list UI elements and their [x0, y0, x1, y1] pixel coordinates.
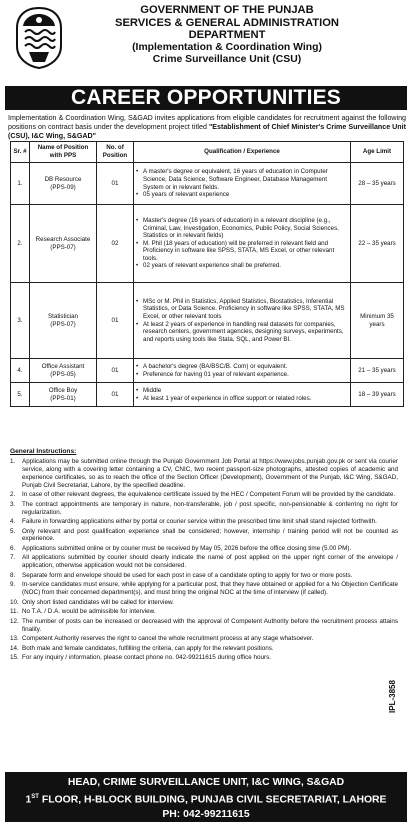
instruction-text: Both male and female candidates, fulfilling the criteria, can apply for the relevant positions.	[22, 644, 274, 652]
punjab-government-emblem-icon	[11, 6, 67, 70]
header-sr: Sr. #	[11, 142, 30, 163]
qualification-item: • At least 2 years of experience in handling real datasets for companies, research centers, government agencies, designing surveys, experiments, and reports using tools like Stata, SQL, and Power BI.	[136, 321, 348, 344]
list-item: 4. Failure in forwarding applications either by portal or courier service within the prescribed time limit shall stand rejected forthwith.	[10, 518, 377, 526]
footer-address	[5, 772, 407, 822]
list-item: 6. Applications submitted online or by courier must be received by May 05, 2026 before the office closing time (5.00 PM).	[10, 544, 352, 552]
header-government: GOVERNMENT OF THE PUNJAB	[140, 4, 314, 16]
instructions-list	[10, 458, 398, 662]
list-item: 1. Applications may be submitted online through the Punjab Government Job Portal at https://www.jobs.punjab.gov.pk or sent via courier service, along with a covering letter containing a CV, CNIC, two recent passport-size photographs, attested copies of academic and experience certificates, so as to reach the office of the Section Officer (Development), Government of the Punjab, I&C Wing, S&GAD, Punjab Civil Secretariat, Lahore, by the specified deadline.	[10, 457, 398, 489]
age-cell: 21 – 35 years	[351, 359, 404, 383]
list-item: 3. The contract appointments are temporary in nature, non-transferable, job / post specific, non-pensionable & conferring no right for regularization.	[10, 500, 398, 516]
footer-floor-suffix: ST	[31, 794, 39, 800]
header-department-line2: DEPARTMENT	[188, 29, 266, 41]
position-name: Office Boy	[48, 386, 78, 394]
no-cell: 01	[97, 163, 134, 205]
header-no-of-positions: No. of Position	[97, 142, 134, 163]
qualification-item: • A master's degree or equivalent, 16 years of education in Computer Science, Data Science, Software Engineer, Database Management System or in relevant fields.	[136, 168, 348, 191]
qualification-item: • Master's degree (16 years of education) in a relevant discipline (e.g., Criminal, Law, Investigation, Economics, Public Policy, Social Sciences, Statistics or in relevant fields)	[136, 217, 348, 240]
instruction-text: Only relevant and post qualification experience shall be considered; however, internship / training period will not be counted as experience.	[22, 527, 398, 543]
qualification-cell	[134, 205, 351, 283]
instruction-text: In case of other relevant degrees, the equivalence certificate issued by the HEC / Competent Forum will be provided by the candidate.	[22, 491, 396, 499]
qualification-item: • At least 1 year of experience in office support or related roles.	[136, 395, 348, 403]
table-row	[11, 163, 404, 205]
position-name: DB Resource	[44, 175, 82, 183]
sr-cell: 5.	[11, 383, 30, 407]
instruction-text: The contract appointments are temporary in nature, non-transferable, job / post specific, non-pensionable & conferring no right for regularization.	[22, 500, 398, 516]
list-item: 8. Separate form and envelope should be used for each post in case of a candidate opting to apply for two or more posts.	[10, 571, 353, 579]
position-cell	[30, 163, 97, 205]
list-item: 14. Both male and female candidates, fulfilling the criteria, can apply for the relevant positions.	[10, 644, 274, 652]
instructions-title: General Instructions:	[10, 448, 77, 455]
age-cell: 18 – 39 years	[351, 383, 404, 407]
position-name: Statistician	[48, 312, 78, 320]
header-age-limit: Age Limit	[351, 142, 404, 163]
career-opportunities-banner: CAREER OPPORTUNITIES	[5, 86, 407, 110]
position-pps: (PPS-07)	[50, 243, 76, 251]
footer-address-line	[5, 790, 407, 807]
position-cell	[30, 205, 97, 283]
qualification-item: • 02 years of relevant experience shall be preferred.	[136, 262, 348, 270]
qualification-item: • A bachelor's degree (BA/BSC/B. Com) or equivalent.	[136, 363, 348, 371]
header-department-line1: SERVICES & GENERAL ADMINISTRATION	[115, 16, 339, 29]
ipl-code	[387, 668, 410, 728]
general-instructions	[10, 448, 398, 664]
table-row	[11, 283, 404, 359]
qualification-cell	[134, 383, 351, 407]
table-row	[11, 359, 404, 383]
instruction-text: Failure in forwarding applications either by portal or courier service within the prescribed time limit shall stand rejected forthwith.	[22, 518, 377, 526]
no-cell: 01	[97, 283, 134, 359]
position-cell	[30, 283, 97, 359]
qualification-cell	[134, 359, 351, 383]
sr-cell: 1.	[11, 163, 30, 205]
instruction-text: In-service candidates must ensure, while applying for a particular post, that they have obtained or applied for a No Objection Certificate (NOC) from their concerned department(s), and must bring the original NOC at the time of interview (if called).	[22, 581, 398, 597]
qualification-item: • Middle	[136, 387, 348, 395]
list-item: 5. Only relevant and post qualification experience shall be considered; however, internship / training period will not be counted as experience.	[10, 527, 398, 543]
intro-text: Implementation & Coordination Wing, S&GAD invites applications from eligible candidates for recruitment against the following positions on contract basis under the development project titled	[8, 114, 406, 131]
position-cell	[30, 359, 97, 383]
footer-floor-number: 1	[25, 794, 32, 806]
list-item: 15. For any inquiry / information, please contact phone no. 042-99211615 during office hours.	[10, 654, 272, 662]
footer-building: FLOOR, H-BLOCK BUILDING, PUNJAB CIVIL SECRETARIAT, LAHORE	[38, 794, 387, 806]
intro-project-title: "Establishment of Chief Minister's Crime Surveillance Unit (CSU), I&C Wing, S&GAD"	[8, 123, 406, 140]
positions-table	[10, 141, 404, 407]
qualification-item: • MSc or M. Phil in Statistics, Applied Statistics, Biostatistics, Inferential Statistics, or Data Science. Proficiency in software like SPSS, STATA, MS Excel, or other relevant tools	[136, 298, 348, 321]
position-name: Office Assistant	[41, 362, 85, 370]
intro-paragraph	[8, 114, 406, 141]
table-row	[11, 383, 404, 407]
qualification-item: • Preference for having 01 year of relevant experience.	[136, 371, 348, 379]
table-header-row	[11, 142, 404, 163]
footer-phone: PH: 042-99211615	[162, 809, 250, 821]
sr-cell: 2.	[11, 205, 30, 283]
position-pps: (PPS-05)	[50, 370, 76, 378]
age-cell: 28 – 35 years	[351, 163, 404, 205]
sr-cell: 3.	[11, 283, 30, 359]
position-pps: (PPS-09)	[50, 183, 76, 191]
sr-cell: 4.	[11, 359, 30, 383]
header-wing: (Implementation & Coordination Wing)	[132, 41, 322, 53]
header-unit: Crime Surveillance Unit (CSU)	[152, 54, 302, 65]
no-cell: 02	[97, 205, 134, 283]
instruction-text: For any inquiry / information, please contact phone no. 042-99211615 during office hours.	[22, 654, 272, 662]
list-item: 7. All applications submitted by courier should clearly indicate the name of post applied on the upper right corner of the envelope / application, otherwise application would not be considered.	[10, 554, 398, 570]
position-name: Research Associate	[35, 235, 91, 243]
list-item: 10. Only short listed candidates will be called for interview.	[10, 598, 174, 606]
list-item: 9. In-service candidates must ensure, while applying for a particular post, that they have obtained or applied for a No Objection Certificate (NOC) from their concerned department(s), and must bring the original NOC at the time of interview (if called).	[10, 581, 398, 597]
header-qualification: Qualification / Experience	[134, 142, 351, 163]
ipl-code-text: IPL-3858	[387, 680, 397, 713]
no-cell: 01	[97, 359, 134, 383]
header	[5, 4, 407, 86]
qualification-cell	[134, 283, 351, 359]
instruction-text: No T.A. / D.A. would be admissible for interview.	[22, 608, 156, 616]
list-item: 12. The number of posts can be increased or decreased with the approval of Competent Authority before the recruitment process attains finality.	[10, 617, 398, 633]
instruction-text: Only short listed candidates will be called for interview.	[22, 598, 174, 606]
age-cell: 22 – 35 years	[351, 205, 404, 283]
qualification-cell	[134, 163, 351, 205]
header-position-name: Name of Position with PPS	[30, 142, 97, 163]
list-item: 13. Competent Authority reserves the right to cancel the whole recruitment process at any stage whatsoever.	[10, 635, 314, 643]
instruction-text: Applications may be submitted online through the Punjab Government Job Portal at https://www.jobs.punjab.gov.pk or sent via courier service, along with a covering letter containing a CV, CNIC, two recent passport-size photographs, attested copies of academic and experience certificates, so as to reach the office of the Section Officer (Development), Government of the Punjab, I&C Wing, S&GAD, Punjab Civil Secretariat, Lahore, by the specified deadline.	[22, 457, 398, 489]
qualification-item: • 05 years of relevant experience	[136, 191, 348, 199]
instruction-text: All applications submitted by courier should clearly indicate the name of post applied on the upper right corner of the envelope / application, otherwise application would not be considered.	[22, 554, 398, 570]
age-cell: Minimum 35 years	[351, 283, 404, 359]
instruction-text: Competent Authority reserves the right to cancel the whole recruitment process at any stage whatsoever.	[22, 635, 314, 643]
list-item: 11. No T.A. / D.A. would be admissible for interview.	[10, 608, 156, 616]
position-cell	[30, 383, 97, 407]
qualification-item: • M. Phil (18 years of education) will be preferred in relevant field and Proficiency in software like SPSS, STATA, MS Excel, or other relevant tools.	[136, 240, 348, 263]
instruction-text: Applications submitted online or by courier must be received by May 05, 2026 before the office closing time (5.00 PM).	[22, 544, 352, 552]
list-item: 2. In case of other relevant degrees, the equivalence certificate issued by the HEC / Competent Forum will be provided by the candidate.	[10, 491, 396, 499]
position-pps: (PPS-07)	[50, 320, 76, 328]
no-cell: 01	[97, 383, 134, 407]
table-row	[11, 205, 404, 283]
instruction-text: The number of posts can be increased or decreased with the approval of Competent Authority before the recruitment process attains finality.	[22, 617, 398, 633]
position-pps: (PPS-01)	[50, 394, 76, 402]
footer-office: HEAD, CRIME SURVEILLANCE UNIT, I&C WING, S&GAD	[67, 777, 345, 788]
instruction-text: Separate form and envelope should be used for each post in case of a candidate opting to apply for two or more posts.	[22, 571, 353, 579]
